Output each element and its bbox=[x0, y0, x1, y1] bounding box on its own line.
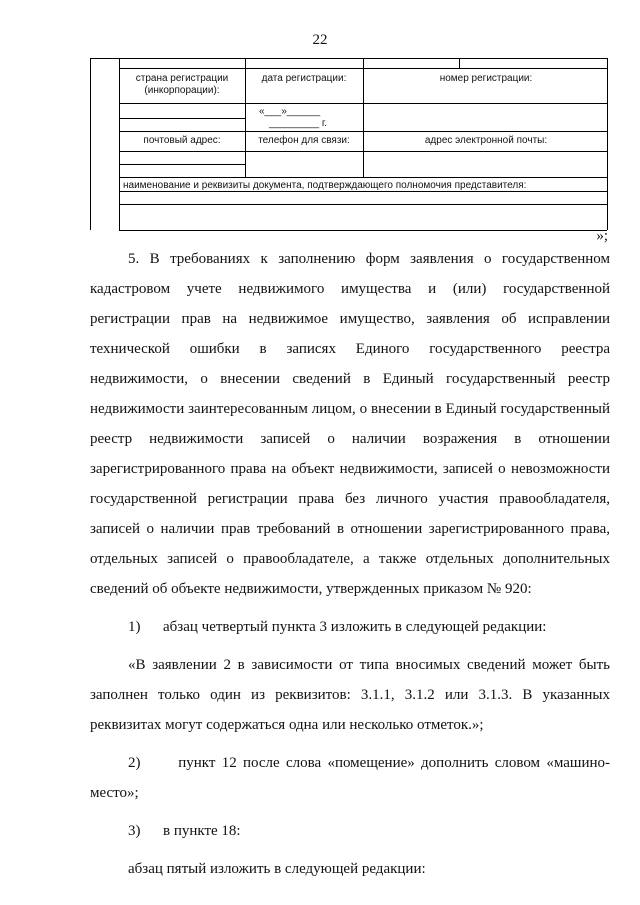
email-label: адрес электронной почты: bbox=[424, 135, 548, 146]
item-3: 3) в пункте 18: bbox=[128, 823, 241, 839]
number-label: номер регистрации: bbox=[439, 73, 533, 84]
row-divider bbox=[119, 164, 245, 165]
page-number: 22 bbox=[312, 32, 328, 48]
item-3-subparagraph: абзац пятый изложить в следующей редакции: bbox=[128, 861, 426, 877]
paragraph-5: 5. В требованиях к заполнению форм заявления о государственном кадастровом учете недвижимого имущества и (или) государственной регистрации прав на недвижимое имущество, заявления об исправлении технической ошибки в записях Единого государственного реестра недвижимости, о внесении сведений в Единый государственный реестр недвижимости заинтересованным лицом, о внесении в Единый государственный реестр недвижимости записей о наличии возражения в отношении зарегистрированного права на объект недвижимости, записей о невозможности государственной регистрации права без личного участия правообладателя, записей о наличии прав требований в отношении зарегистрированного права, отдельных записей о правообладателе, а также отдельных дополнительных сведений об объекте недвижимости, утвержденных приказом № 920: bbox=[90, 251, 610, 597]
row-divider bbox=[119, 177, 607, 178]
closing-quote: »; bbox=[596, 228, 608, 244]
country-label: страна регистрации (инкорпорации): bbox=[135, 73, 229, 96]
document-label: наименование и реквизиты документа, подтверждающего полномочия представителя: bbox=[123, 180, 527, 191]
item-1: 1) абзац четвертый пункта 3 изложить в следующей редакции: bbox=[128, 619, 547, 635]
column-divider bbox=[459, 59, 460, 68]
row-divider bbox=[119, 118, 245, 119]
date-placeholder-year: _________ г. bbox=[269, 118, 328, 129]
date-label: дата регистрации: bbox=[261, 73, 347, 84]
main-text bbox=[90, 244, 610, 884]
quoted-text: «В заявлении 2 в зависимости от типа вносимых сведений может быть заполнен только один из реквизитов: 3.1.1, 3.1.2 или 3.1.3. В указанных реквизитах могут содержаться одна или несколько отметок.»; bbox=[90, 657, 610, 733]
representative-form-table bbox=[90, 58, 608, 230]
form-inner-grid bbox=[119, 59, 607, 230]
item-2: 2) пункт 12 после слова «помещение» дополнить словом «машино-место»; bbox=[90, 755, 610, 801]
row-divider bbox=[119, 204, 607, 205]
phone-label: телефон для связи: bbox=[258, 135, 350, 146]
postal-address-label: почтовый адрес: bbox=[143, 135, 221, 146]
date-placeholder-day: «___»______ bbox=[259, 106, 321, 117]
